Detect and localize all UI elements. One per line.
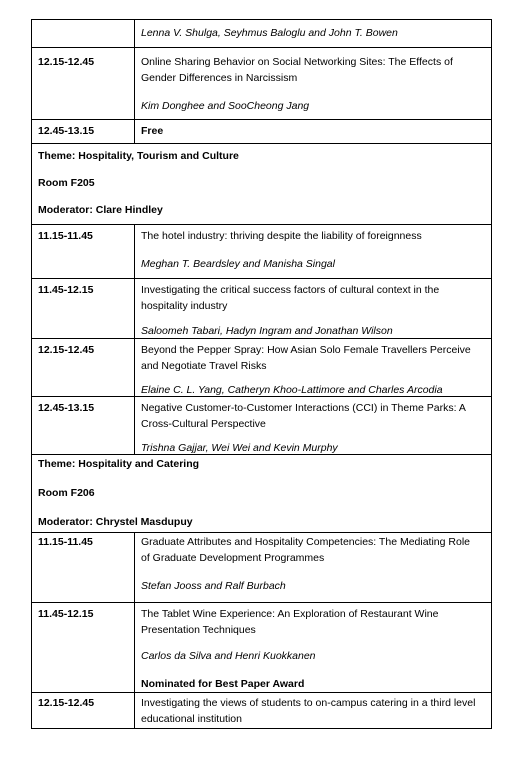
session-time: 12.15-12.45: [38, 56, 95, 68]
session-authors: Stefan Jooss and Ralf Burbach: [141, 580, 286, 592]
session-title: Online Sharing Behavior on Social Networking Sites: The Effects of Gender Differences in Narcissism: [141, 56, 453, 84]
session-time: 12.45-13.15: [38, 125, 95, 137]
session-cell: [141, 25, 481, 41]
session-cell: [141, 606, 481, 692]
session-title: Graduate Attributes and Hospitality Competencies: The Mediating Role of Graduate Development Programmes: [141, 536, 470, 564]
session-title: Investigating the views of students to on-campus catering in a third level educational institution: [141, 697, 476, 725]
session-cell: [141, 54, 481, 114]
table-row: [32, 339, 491, 397]
table-row: [32, 225, 491, 279]
table-row: [32, 20, 491, 48]
session-title: Beyond the Pepper Spray: How Asian Solo Female Travellers Perceive and Negotiate Travel Risks: [141, 344, 471, 372]
program-table: [31, 19, 492, 729]
award-note: Nominated for Best Paper Award: [141, 678, 305, 690]
moderator-label: Moderator: Chrystel Masdupuy: [38, 516, 193, 528]
theme-block: [32, 455, 491, 533]
session-cell: [141, 123, 481, 139]
session-time: 11.15-11.45: [38, 230, 93, 242]
table-row: [32, 120, 491, 144]
table-row: [32, 397, 491, 455]
session-time: 12.45-13.15: [38, 402, 95, 414]
session-cell: [141, 534, 481, 594]
session-title: Investigating the critical success factors of cultural context in the hospitality industry: [141, 284, 440, 312]
session-authors: Elaine C. L. Yang, Catheryn Khoo-Lattimore and Charles Arcodia: [141, 384, 443, 396]
session-title: Free: [141, 125, 164, 137]
session-authors: Kim Donghee and SooCheong Jang: [141, 100, 310, 112]
session-time: 11.45-12.15: [38, 284, 94, 296]
session-authors: Lenna V. Shulga, Seyhmus Baloglu and John T. Bowen: [141, 27, 398, 39]
session-title: The hotel industry: thriving despite the liability of foreignness: [141, 230, 422, 242]
session-cell: [141, 228, 481, 272]
session-cell: [141, 342, 481, 398]
session-cell: [141, 400, 481, 456]
theme-block: [32, 144, 491, 225]
table-row: [32, 533, 491, 603]
session-cell: [141, 695, 481, 727]
session-time: 12.15-12.45: [38, 344, 95, 356]
table-row: [32, 693, 491, 729]
session-time: 12.15-12.45: [38, 697, 95, 709]
session-title: Negative Customer-to-Customer Interactions (CCI) in Theme Parks: A Cross-Cultural Perspective: [141, 402, 466, 430]
session-cell: [141, 282, 481, 339]
table-row: [32, 603, 491, 693]
theme-heading: Theme: Hospitality, Tourism and Culture: [38, 150, 239, 162]
session-authors: Trishna Gajjar, Wei Wei and Kevin Murphy: [141, 442, 338, 454]
moderator-label: Moderator: Clare Hindley: [38, 204, 163, 216]
table-row: [32, 48, 491, 120]
session-authors: Carlos da Silva and Henri Kuokkanen: [141, 650, 316, 662]
room-label: Room F205: [38, 177, 95, 189]
theme-heading: Theme: Hospitality and Catering: [38, 458, 200, 470]
session-time: 11.45-12.15: [38, 608, 94, 620]
table-row: [32, 279, 491, 339]
session-authors: Saloomeh Tabari, Hadyn Ingram and Jonathan Wilson: [141, 325, 393, 337]
session-authors: Meghan T. Beardsley and Manisha Singal: [141, 258, 335, 270]
session-title: The Tablet Wine Experience: An Exploration of Restaurant Wine Presentation Techniques: [141, 608, 439, 636]
room-label: Room F206: [38, 487, 95, 499]
session-time: 11.15-11.45: [38, 536, 93, 548]
